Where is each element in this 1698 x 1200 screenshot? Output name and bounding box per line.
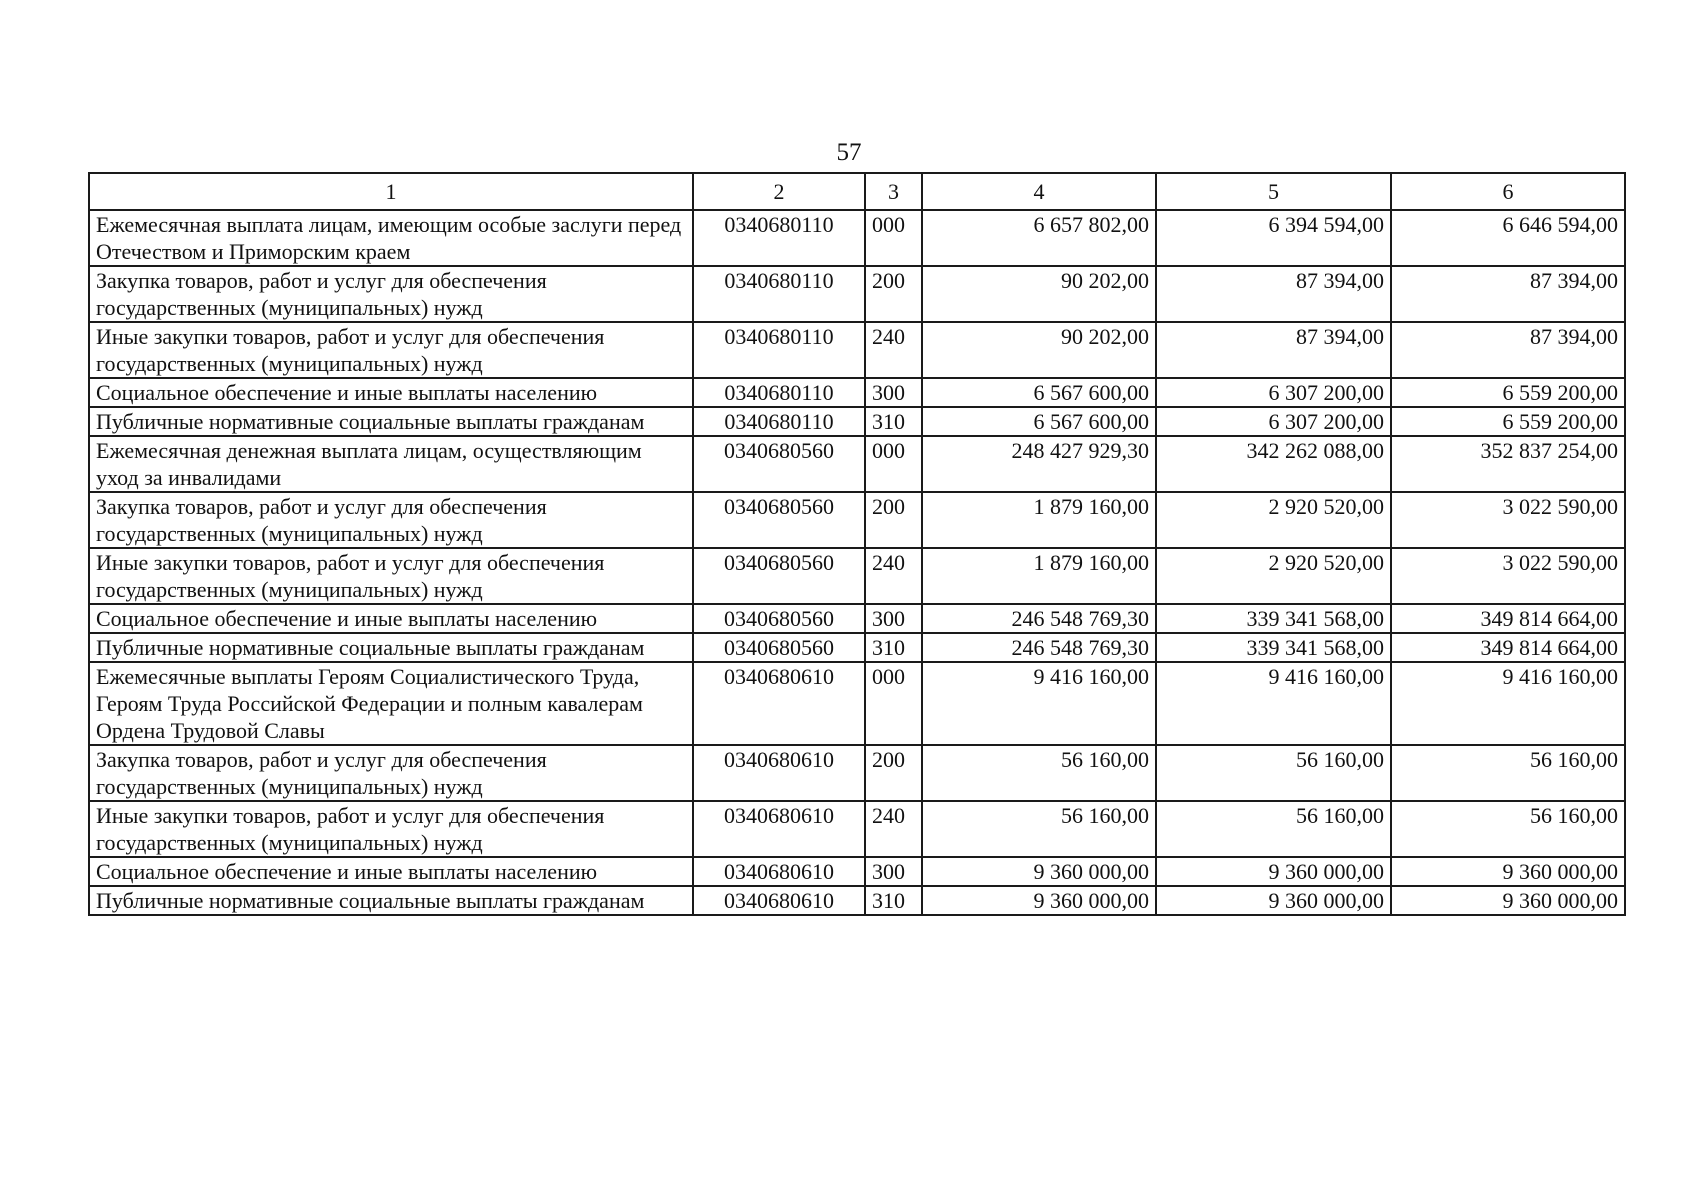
row-amount-col6: 6 559 200,00: [1391, 378, 1625, 407]
table-row: [89, 407, 1625, 436]
row-amount-col5: 87 394,00: [1156, 266, 1391, 322]
row-amount-col4: 56 160,00: [922, 801, 1156, 857]
row-amount-col5: 56 160,00: [1156, 745, 1391, 801]
row-amount-col4: 9 360 000,00: [922, 886, 1156, 915]
row-amount-col4: 246 548 769,30: [922, 604, 1156, 633]
row-target-code: 0340680110: [693, 407, 865, 436]
row-amount-col4: 1 879 160,00: [922, 492, 1156, 548]
table-row: [89, 801, 1625, 857]
row-name: Закупка товаров, работ и услуг для обеспечения государственных (муниципальных) нужд: [89, 266, 693, 322]
row-amount-col6: 349 814 664,00: [1391, 604, 1625, 633]
table-row: [89, 378, 1625, 407]
column-header-1: 1: [89, 173, 693, 210]
row-expense-type: 200: [865, 745, 922, 801]
row-expense-type: 310: [865, 886, 922, 915]
row-amount-col6: 6 559 200,00: [1391, 407, 1625, 436]
row-amount-col4: 248 427 929,30: [922, 436, 1156, 492]
row-amount-col5: 339 341 568,00: [1156, 633, 1391, 662]
row-expense-type: 300: [865, 378, 922, 407]
table-row: [89, 266, 1625, 322]
row-target-code: 0340680110: [693, 322, 865, 378]
row-expense-type: 000: [865, 662, 922, 745]
row-amount-col5: 2 920 520,00: [1156, 492, 1391, 548]
row-amount-col6: 87 394,00: [1391, 322, 1625, 378]
row-expense-type: 240: [865, 548, 922, 604]
row-name: Социальное обеспечение и иные выплаты населению: [89, 604, 693, 633]
table-row: [89, 210, 1625, 266]
row-name: Публичные нормативные социальные выплаты гражданам: [89, 407, 693, 436]
column-header-3: 3: [865, 173, 922, 210]
table-header-row: [89, 173, 1625, 210]
row-amount-col4: 9 416 160,00: [922, 662, 1156, 745]
row-name: Социальное обеспечение и иные выплаты населению: [89, 378, 693, 407]
column-header-2: 2: [693, 173, 865, 210]
table-row: [89, 745, 1625, 801]
row-expense-type: 000: [865, 210, 922, 266]
table-row: [89, 604, 1625, 633]
row-target-code: 0340680110: [693, 266, 865, 322]
table-row: [89, 857, 1625, 886]
row-name: Закупка товаров, работ и услуг для обеспечения государственных (муниципальных) нужд: [89, 745, 693, 801]
row-target-code: 0340680110: [693, 378, 865, 407]
row-amount-col5: 56 160,00: [1156, 801, 1391, 857]
row-expense-type: 300: [865, 857, 922, 886]
row-amount-col6: 3 022 590,00: [1391, 548, 1625, 604]
row-amount-col5: 6 307 200,00: [1156, 378, 1391, 407]
table-row: [89, 886, 1625, 915]
row-amount-col4: 90 202,00: [922, 266, 1156, 322]
row-amount-col5: 9 416 160,00: [1156, 662, 1391, 745]
row-target-code: 0340680110: [693, 210, 865, 266]
row-amount-col6: 349 814 664,00: [1391, 633, 1625, 662]
row-expense-type: 240: [865, 801, 922, 857]
column-header-4: 4: [922, 173, 1156, 210]
table-row: [89, 662, 1625, 745]
column-header-6: 6: [1391, 173, 1625, 210]
row-amount-col5: 9 360 000,00: [1156, 886, 1391, 915]
row-expense-type: 310: [865, 633, 922, 662]
row-name: Иные закупки товаров, работ и услуг для обеспечения государственных (муниципальных) нужд: [89, 801, 693, 857]
row-amount-col4: 9 360 000,00: [922, 857, 1156, 886]
row-amount-col6: 56 160,00: [1391, 745, 1625, 801]
table-row: [89, 492, 1625, 548]
row-expense-type: 200: [865, 492, 922, 548]
row-target-code: 0340680610: [693, 745, 865, 801]
row-target-code: 0340680610: [693, 662, 865, 745]
row-expense-type: 310: [865, 407, 922, 436]
page-number: 57: [836, 139, 862, 166]
row-amount-col5: 2 920 520,00: [1156, 548, 1391, 604]
table-row: [89, 548, 1625, 604]
row-amount-col6: 87 394,00: [1391, 266, 1625, 322]
row-expense-type: 240: [865, 322, 922, 378]
row-amount-col5: 9 360 000,00: [1156, 857, 1391, 886]
row-amount-col4: 6 567 600,00: [922, 407, 1156, 436]
row-amount-col6: 9 360 000,00: [1391, 857, 1625, 886]
row-amount-col4: 6 657 802,00: [922, 210, 1156, 266]
row-name: Закупка товаров, работ и услуг для обеспечения государственных (муниципальных) нужд: [89, 492, 693, 548]
row-target-code: 0340680610: [693, 886, 865, 915]
row-amount-col5: 87 394,00: [1156, 322, 1391, 378]
row-name: Ежемесячные выплаты Героям Социалистического Труда, Героям Труда Российской Федерации и полным кавалерам Ордена Трудовой Славы: [89, 662, 693, 745]
row-amount-col5: 339 341 568,00: [1156, 604, 1391, 633]
row-amount-col4: 56 160,00: [922, 745, 1156, 801]
row-amount-col6: 56 160,00: [1391, 801, 1625, 857]
row-expense-type: 000: [865, 436, 922, 492]
row-amount-col5: 6 394 594,00: [1156, 210, 1391, 266]
row-amount-col5: 342 262 088,00: [1156, 436, 1391, 492]
row-name: Ежемесячная выплата лицам, имеющим особые заслуги перед Отечеством и Приморским краем: [89, 210, 693, 266]
row-amount-col6: 9 360 000,00: [1391, 886, 1625, 915]
row-target-code: 0340680560: [693, 548, 865, 604]
row-amount-col4: 6 567 600,00: [922, 378, 1156, 407]
row-target-code: 0340680560: [693, 633, 865, 662]
table-row: [89, 633, 1625, 662]
row-amount-col6: 3 022 590,00: [1391, 492, 1625, 548]
row-amount-col4: 90 202,00: [922, 322, 1156, 378]
row-amount-col4: 1 879 160,00: [922, 548, 1156, 604]
row-amount-col5: 6 307 200,00: [1156, 407, 1391, 436]
row-name: Публичные нормативные социальные выплаты гражданам: [89, 633, 693, 662]
row-name: Ежемесячная денежная выплата лицам, осуществляющим уход за инвалидами: [89, 436, 693, 492]
row-amount-col4: 246 548 769,30: [922, 633, 1156, 662]
row-name: Социальное обеспечение и иные выплаты населению: [89, 857, 693, 886]
row-name: Иные закупки товаров, работ и услуг для обеспечения государственных (муниципальных) нужд: [89, 322, 693, 378]
row-amount-col6: 352 837 254,00: [1391, 436, 1625, 492]
budget-table: [88, 172, 1626, 916]
row-expense-type: 300: [865, 604, 922, 633]
row-name: Иные закупки товаров, работ и услуг для обеспечения государственных (муниципальных) нужд: [89, 548, 693, 604]
row-name: Публичные нормативные социальные выплаты гражданам: [89, 886, 693, 915]
row-target-code: 0340680610: [693, 801, 865, 857]
table-row: [89, 436, 1625, 492]
table-row: [89, 322, 1625, 378]
row-target-code: 0340680610: [693, 857, 865, 886]
row-expense-type: 200: [865, 266, 922, 322]
row-target-code: 0340680560: [693, 436, 865, 492]
row-target-code: 0340680560: [693, 604, 865, 633]
row-amount-col6: 6 646 594,00: [1391, 210, 1625, 266]
row-target-code: 0340680560: [693, 492, 865, 548]
row-amount-col6: 9 416 160,00: [1391, 662, 1625, 745]
column-header-5: 5: [1156, 173, 1391, 210]
